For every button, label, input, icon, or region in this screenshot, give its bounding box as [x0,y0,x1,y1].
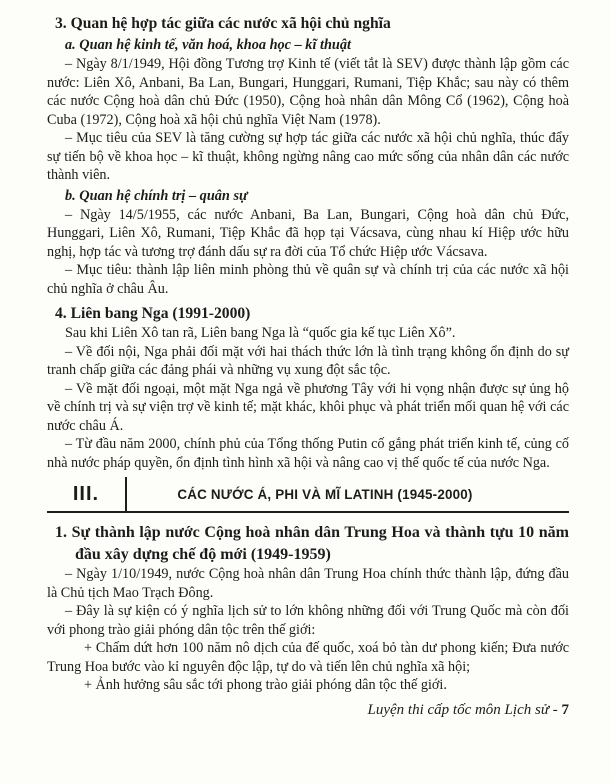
section-4-heading: 4. Liên bang Nga (1991-2000) [55,305,251,322]
paragraph-prc-point-2: + Ảnh hưởng sâu sắc tới phong trào giải phóng dân tộc thế giới. [84,677,447,693]
part-iii-header [47,477,569,513]
part-iii-title: CÁC NƯỚC Á, PHI VÀ MĨ LATINH (1945-2000) [177,486,473,502]
section-1-heading: 1. Sự thành lập nước Cộng hoà nhân dân Trung Hoa và thành tựu 10 năm đầu xây dựng chế độ mới (1949-1959) [55,524,569,563]
section-3b-subheading: b. Quan hệ chính trị – quân sự [65,187,248,204]
paragraph-prc-founding: – Ngày 1/10/1949, nước Cộng hoà nhân dân Trung Hoa chính thức thành lập, đứng đầu là Chủ tịch Mao Trạch Đông. [47,566,569,601]
section-3-heading: 3. Quan hệ hợp tác giữa các nước xã hội chủ nghĩa [55,15,391,32]
paragraph-prc-significance: – Đây là sự kiện có ý nghĩa lịch sử to lớn không những đối với Trung Quốc mà còn đối với phong trào giải phóng dân tộc trên thế giới: [47,603,569,638]
footer-book-title: Luyện thi cấp tốc môn Lịch sử - [367,701,562,718]
paragraph-prc-point-1: + Chấm dứt hơn 100 năm nô dịch của đế quốc, xoá bỏ tàn dư phong kiến; Đưa nước Trung Hoa bước vào kỉ nguyên độc lập, tự do và tiến lên chủ nghĩa xã hội; [47,640,569,675]
paragraph-warsaw-founding: – Ngày 14/5/1955, các nước Anbani, Ba Lan, Bungari, Cộng hoà dân chủ Đức, Hunggari, Liên Xô, Rumani, Tiệp Khắc đã họp tại Vácsava, cùng nhau kí Hiệp ước hữu nghị, hợp tác và tương trợ đánh dấu sự ra đời của Tổ chức Hiệp ước Vácsava. [47,206,569,260]
paragraph-sev-goal: – Mục tiêu của SEV là tăng cường sự hợp tác giữa các nước xã hội chủ nghĩa, thúc đẩy sự tiến bộ về khoa học – kĩ thuật, không ngừng nâng cao mức sống của nhân dân các nước thành viên. [47,130,569,183]
paragraph-warsaw-goal: – Mục tiêu: thành lập liên minh phòng thủ về quân sự và chính trị của các nước xã hội chủ nghĩa ở châu Âu. [47,262,569,297]
paragraph-russia-putin: – Từ đầu năm 2000, chính phủ của Tổng thống Putin cố gắng phát triển kinh tế, củng cố nhà nước pháp quyền, ổn định tình hình xã hội và nâng cao vị thế quốc tế của nước Nga. [47,436,569,471]
footer-page-number: 7 [561,701,569,718]
paragraph-sev-founding: – Ngày 8/1/1949, Hội đồng Tương trợ Kinh tế (viết tắt là SEV) được thành lập gồm các nước: Liên Xô, Anbani, Ba Lan, Bungari, Hunggari, Rumani, Tiệp Khắc; sau này có thêm các nước Cộng hoà dân chủ Đức (1950), Cộng hoà nhân dân Mông Cổ (1962), Cộng hoà Cuba (1972), Cộng hoà xã hội chủ nghĩa Việt Nam (1978). [47,56,569,128]
paragraph-russia-foreign: – Về mặt đối ngoại, một mặt Nga ngả về phương Tây với hi vọng nhận được sự ủng hộ về chính trị và sự viện trợ về kinh tế; mặt khác, khôi phục và phát triển mối quan hệ với các nước châu Á. [47,380,569,434]
paragraph-russia-domestic: – Về đối nội, Nga phải đối mặt với hai thách thức lớn là tình trạng không ổn định do sự tranh chấp giữa các đảng phái và những vụ xung đột sắc tộc. [47,343,569,378]
section-3a-subheading: a. Quan hệ kinh tế, văn hoá, khoa học – kĩ thuật [65,37,352,53]
paragraph-russia-intro: Sau khi Liên Xô tan rã, Liên bang Nga là “quốc gia kế tục Liên Xô”. [65,325,456,341]
page-content [47,14,569,783]
page-footer [47,701,569,720]
part-iii-numeral: III. [72,482,100,505]
